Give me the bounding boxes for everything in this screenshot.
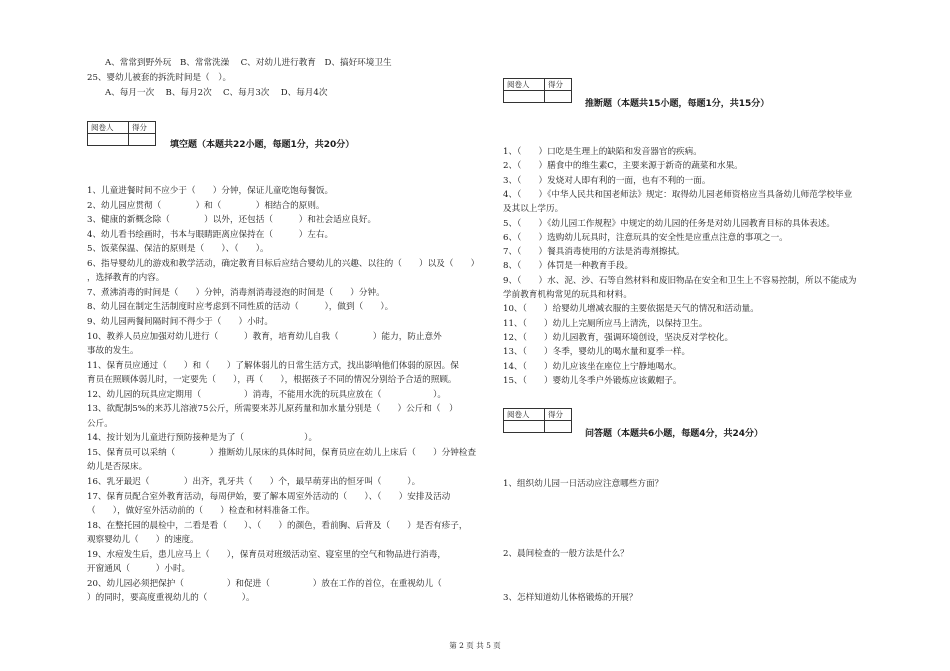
judge-question-line: 学前教育机构常见的玩具和材料。 [503,290,632,300]
qa-section-title: 问答题（本题共6小题，每题4分，共24分） [585,429,764,439]
fill-question-line: 8、幼儿园在制定生活制度时应考虑到不同性质的活动（ ），做到（ ）。 [87,302,394,313]
fill-question-line: 18、在整托园的晨检中，二看是看（ ）、（ ）的颜色，看前胸、后背及（ ）是否有疹子， [87,520,468,531]
fill-question-line: 观察婴幼儿（ ）的速度。 [87,535,199,546]
q25-options: A、每月一次 B、每月2次 C、每月3次 D、每月4次 [105,88,328,98]
fill-question-line: 13、欲配制5%的来苏儿溶液75公斤，所需要来苏儿原药量和加水量分别是（ ）公斤和（ ） [87,404,458,415]
reviewer-cell [504,421,545,433]
fill-question-line: 17、保育员配合室外教育活动，每周伊始，要了解本周室外活动的（ ）、（ ）安排及活动 [87,491,451,502]
fill-question-line: 15、保育员可以采纳（ ）推断幼儿尿床的具体时间，保育员应在幼儿上床后（ ）分钟检查 [87,447,477,458]
judge-question-line: 13、（ ）冬季，婴幼儿的喝水量和夏季一样。 [503,347,691,358]
page-footer: 第 2 页 共 5 页 [449,641,501,650]
fill-question-line: 19、水痘发生后，患儿应马上（ ），保育员对班级活动室、寝室里的空气和物品进行消毒， [87,549,446,560]
judge-question-line: 2、（ ）膳食中的维生素C，主要来源于新奇的蔬菜和水果。 [503,161,743,172]
fill-question-line: 6、指导婴幼儿的游戏和教学活动，确定教育目标后应结合婴幼儿的兴趣、以往的（ ）以及（ ） [87,258,480,269]
judge-score-box [503,78,572,103]
fill-question-line: ）的同时，要高度重视幼儿的（ ）。 [87,593,255,604]
qa-question: 2、晨间检查的一般方法是什么？ [503,549,629,559]
judge-question-line: 11、（ ）幼儿上完厕所应马上清洗，以保持卫生。 [503,318,708,329]
score-label: 得分 [545,409,572,421]
judge-question-line: 12、（ ）幼儿园教育，强调环境创设，坚决反对学校化。 [503,332,734,343]
reviewer-cell [504,91,545,103]
judge-question-line: 5、（ ）《幼儿园工作规程》中规定的幼儿园的任务是对幼儿园教育目标的具体表述。 [503,218,836,229]
fill-score-box [87,121,156,146]
fill-question-line: ，选择教育的内容。 [87,273,165,284]
fill-question-line: 幼儿是否尿床。 [87,462,148,473]
fill-question-line: 5、饭菜保温、保洁的原则是（ ）、（ ）。 [87,244,269,255]
fill-question-line: 事故的发生。 [87,346,139,357]
judge-question-line: 及其以上学历。 [503,204,564,215]
fill-question-line: 1、儿童进餐时间不应少于（ ）分钟，保证儿童吃饱每餐饭。 [87,186,334,196]
fill-question-line: 12、幼儿园的玩具应定期用（ ）消毒，不能用水洗的玩具应放在（ ）。 [87,389,446,400]
judge-section-title: 推断题（本题共15小题，每题1分，共15分） [585,99,770,109]
fill-question-line: 16、乳牙最迟（ ）出齐，乳牙共（ ）个，最早萌芽出的恒牙叫（ ）。 [87,477,421,487]
qa-question: 1、组织幼儿园一日活动应注意哪些方面？ [503,479,664,489]
judge-question-line: 9、（ ）水、泥、沙、石等自然材料和废旧物品在安全和卫生上不容易控制，所以不能成为 [503,275,857,286]
fill-question-line: （ ），做好室外活动前的（ ）检查和材料准备工作。 [87,506,315,517]
judge-question-line: 7、（ ）餐具消毒使用的方法是消毒剂擦拭。 [503,247,685,258]
score-cell [129,134,156,146]
fill-question-line: 公斤。 [87,418,113,429]
judge-question-line: 8、（ ）体罚是一种教育手段。 [503,261,634,272]
fill-section-title: 填空题（本题共22小题，每题1分，共20分） [170,140,355,150]
judge-question-line: 6、（ ）选购幼儿玩具时，注意玩具的安全性是应重点注意的事项之一。 [503,232,788,243]
judge-question-line: 3、（ ）发烧对人即有利的一面，也有不利的一面。 [503,175,711,186]
score-label: 得分 [545,79,572,91]
judge-question-line: 10、（ ）给婴幼儿增减衣服的主要依据是天气的情况和活动量。 [503,304,759,315]
reviewer-label: 阅卷人 [88,122,129,134]
fill-question-line: 20、幼儿园必须把保护（ ）和促进（ ）放在工作的首位，在重视幼儿（ [87,578,442,589]
fill-question-line: 10、教养人员应加强对幼儿进行（ ）教育，培育幼儿自我（ ）能力，防止意外 [87,331,442,342]
reviewer-label: 阅卷人 [504,79,545,91]
q25-question: 25、婴幼儿被套的拆洗时间是（ ）。 [87,73,232,83]
fill-question-line: 2、幼儿园应贯彻（ ）和（ ）相结合的原则。 [87,200,325,211]
qa-score-box [503,408,572,433]
judge-question-line: 14、（ ）幼儿应该坐在座位上宁静地喝水。 [503,361,682,372]
judge-question-line: 4、（ ）《中华人民共和国老师法》规定：取得幼儿园老师资格应当具备幼儿师范学校毕业 [503,189,853,200]
judge-question-line: 15、（ ）婴幼儿冬季户外锻炼应该戴帽子。 [503,375,682,386]
score-cell [545,421,572,433]
fill-question-line: 4、幼儿看书绘画时，书本与眼睛距离应保持在（ ）左右。 [87,229,334,240]
reviewer-label: 阅卷人 [504,409,545,421]
fill-question-line: 14、按计划为儿童进行预防接种是为了（ ）。 [87,433,318,444]
reviewer-cell [88,134,129,146]
judge-question-line: 1、（ ）口吃是生理上的缺陷和发音器官的疾病。 [503,147,702,157]
q24-options: A、常常到野外玩 B、常常洗澡 C、对幼儿进行教育 D、搞好环境卫生 [105,58,392,68]
fill-question-line: 育员在照顾体弱儿时，一定要先（ ），再（ ），根据孩子不同的情况分别给予合适的照顾。 [87,375,457,386]
fill-question-line: 11、保育员应通过（ ）和（ ）了解体弱儿的日常生活方式，找出影响他们体弱的原因。保 [87,360,459,371]
fill-question-line: 7、煮沸消毒的时间是（ ）分钟，消毒剂消毒浸泡的时间是（ ）分钟。 [87,287,385,298]
qa-question: 3、怎样知道幼儿体格锻炼的开展？ [503,593,638,603]
score-label: 得分 [129,122,156,134]
score-cell [545,91,572,103]
fill-question-line: 3、健康的新概念除（ ）以外，还包括（ ）和社会适应良好。 [87,215,377,226]
fill-question-line: 开窗通风（ ）小时。 [87,564,191,575]
fill-question-line: 9、幼儿园两餐间隔时间不得少于（ ）小时。 [87,316,273,327]
